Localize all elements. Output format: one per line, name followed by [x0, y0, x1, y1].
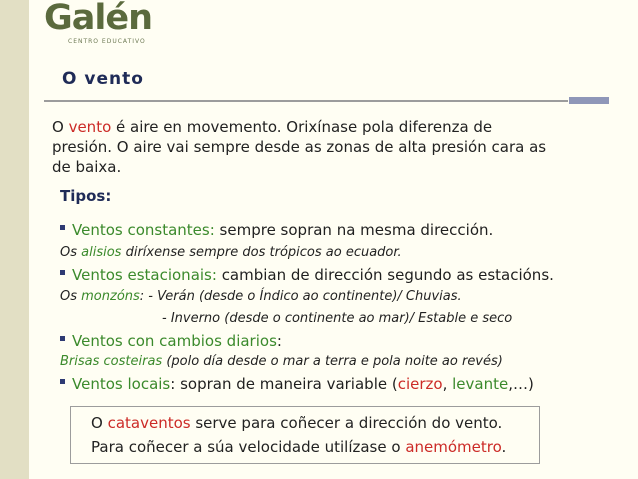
intro-paragraph [52, 117, 607, 177]
type-diarios-label: Ventos con cambios diarios [72, 332, 277, 350]
type-locais-desc: : sopran de maneira variable ( [170, 375, 398, 393]
intro-pre: O [52, 118, 69, 136]
type-diarios [60, 332, 282, 350]
ex-highlight: Brisas costeiras [60, 354, 163, 369]
note-post: serve para coñecer a dirección do vento. [190, 414, 503, 432]
ex-post: (polo día desde o mar a terra e pola noite ao revés) [162, 354, 503, 369]
note-pre: O [91, 414, 108, 432]
separator: , [442, 375, 453, 393]
ex-highlight: alisios [81, 245, 122, 260]
wind-cierzo: cierzo [397, 375, 443, 393]
bullet-icon [60, 379, 65, 384]
bullet-icon [60, 336, 65, 341]
type-diarios-colon: : [276, 332, 282, 350]
intro-line3: de baixa. [52, 158, 122, 176]
type-constantes-label: Ventos constantes: [72, 221, 215, 239]
logo-subtitle: CENTRO EDUCATIVO [68, 38, 146, 45]
type-estacionais [60, 266, 554, 284]
note-cataventos: cataventos [107, 414, 191, 432]
intro-highlight: vento [68, 118, 112, 136]
type-estacionais-desc: cambian de dirección segundo as estacións. [216, 266, 554, 284]
note-anemometro: anemómetro [405, 438, 502, 456]
types-heading: Tipos: [60, 187, 112, 205]
note-line-1 [91, 414, 502, 432]
note-post: . [501, 438, 507, 456]
logo-name: Galén [44, 0, 152, 38]
ex-highlight: monzóns [81, 289, 140, 304]
type-estacionais-example-1 [60, 289, 462, 304]
type-locais-label: Ventos locais [72, 375, 171, 393]
slide-title: O vento [62, 69, 144, 89]
ex-post: diríxense sempre dos trópicos ao ecuador. [121, 245, 402, 260]
wind-levante: levante [452, 375, 509, 393]
type-diarios-example [60, 354, 503, 369]
title-divider [44, 100, 568, 102]
ex-post: : - Verán (desde o Índico ao continente)/ Chuvias. [139, 289, 462, 304]
type-constantes [60, 221, 493, 239]
note-pre: Para coñecer a súa velocidade utilízase o [91, 438, 406, 456]
type-constantes-desc: sempre sopran na mesma dirección. [214, 221, 494, 239]
type-constantes-example [60, 245, 402, 260]
intro-line1: é aire en movemento. Orixínase pola diferenza de [111, 118, 493, 136]
left-decorative-bar [0, 0, 29, 479]
title-divider-accent [569, 97, 609, 104]
type-estacionais-example-2: - Inverno (desde o continente ao mar)/ Estable e seco [162, 311, 513, 326]
galen-logo [44, 0, 154, 48]
ex-pre: Os [60, 289, 82, 304]
note-line-2 [91, 438, 506, 456]
bullet-icon [60, 225, 65, 230]
type-locais-end: ,…) [508, 375, 534, 393]
bullet-icon [60, 270, 65, 275]
instruments-note-box [70, 406, 540, 464]
intro-line2: presión. O aire vai sempre desde as zonas de alta presión cara as [52, 138, 547, 156]
type-locais [60, 375, 534, 393]
ex-pre: Os [60, 245, 82, 260]
type-estacionais-label: Ventos estacionais: [72, 266, 217, 284]
